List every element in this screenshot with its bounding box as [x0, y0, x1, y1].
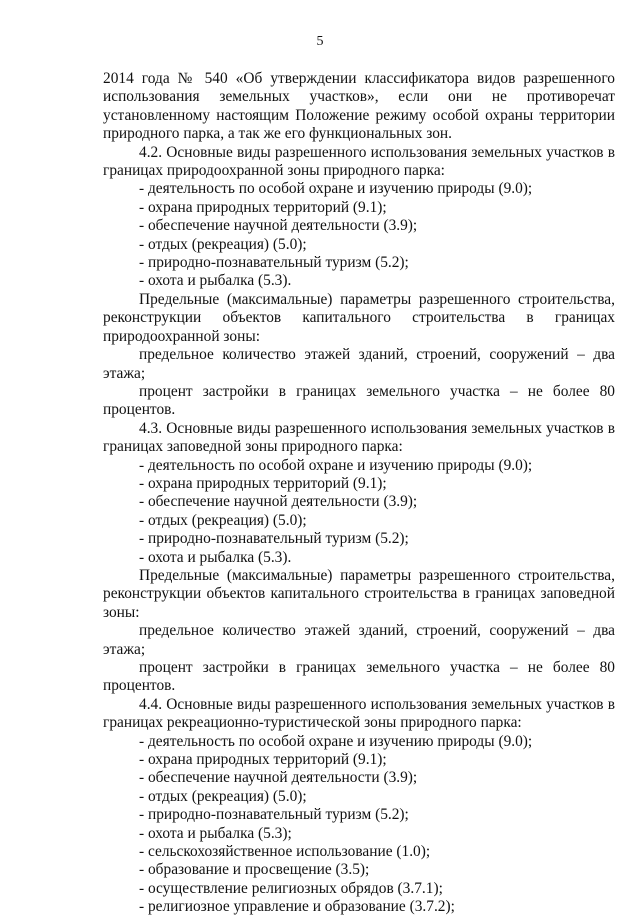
- list-item: - деятельность по особой охране и изучению природы (9.0);: [139, 732, 533, 750]
- list-item: - религиозное управление и образование (3.7.2);: [139, 898, 455, 916]
- list-item: - сельскохозяйственное использование (1.0);: [139, 843, 431, 861]
- document-body: [103, 70, 615, 917]
- param-build-percent: процент застройки в границах земельного участка – не более 80 процентов.: [103, 659, 615, 695]
- list-item: - обеспечение научной деятельности (3.9);: [139, 493, 418, 511]
- list-item: - отдых (рекреация) (5.0);: [139, 235, 307, 253]
- section-4-2-heading: 4.2. Основные виды разрешенного использования земельных участков в границах природоохранной зоны природного парка:: [103, 143, 615, 180]
- list-item: - охрана природных территорий (9.1);: [139, 474, 387, 492]
- list-item: - деятельность по особой охране и изучению природы (9.0);: [139, 456, 533, 474]
- list-item: - охота и рыбалка (5.3).: [139, 272, 292, 290]
- intro-line-1: 2014 года № 540 «Об утверждении классификатора видов разрешенного: [103, 70, 615, 87]
- list-item: - природно-познавательный туризм (5.2);: [139, 254, 409, 272]
- list-item: - охрана природных территорий (9.1);: [139, 198, 387, 216]
- section-4-2-params-heading: Предельные (максимальные) параметры разрешенного строительства, реконструкции объектов капитального строительства в границах природоохранной зоны:: [103, 290, 615, 345]
- param-build-percent: процент застройки в границах земельного участка – не более 80 процентов.: [103, 382, 615, 419]
- list-item: - осуществление религиозных обрядов (3.7.1);: [139, 879, 443, 897]
- list-item: - отдых (рекреация) (5.0);: [139, 787, 307, 805]
- list-item: - обеспечение научной деятельности (3.9);: [139, 769, 418, 787]
- section-4-3-heading: 4.3. Основные виды разрешенного использования земельных участков в границах заповедной зоны природного парка:: [103, 419, 615, 456]
- list-item: - отдых (рекреация) (5.0);: [139, 511, 307, 529]
- page-number: 5: [316, 34, 324, 49]
- list-item: - образование и просвещение (3.5);: [139, 861, 370, 879]
- list-item: - охрана природных территорий (9.1);: [139, 751, 387, 769]
- list-item: - природно-познавательный туризм (5.2);: [139, 806, 409, 824]
- section-4-3-params-heading: Предельные (максимальные) параметры разрешенного строительства, реконструкции объектов капитального строительства в границах заповедной зоны:: [103, 566, 615, 621]
- list-item: - охота и рыбалка (5.3);: [139, 824, 292, 842]
- list-item: - деятельность по особой охране и изучению природы (9.0);: [139, 180, 533, 198]
- param-floors: предельное количество этажей зданий, строений, сооружений – два этажа;: [103, 622, 615, 658]
- list-item: - природно-познавательный туризм (5.2);: [139, 530, 409, 548]
- list-item: - охота и рыбалка (5.3).: [139, 548, 292, 566]
- list-item: - обеспечение научной деятельности (3.9);: [139, 217, 418, 235]
- intro-paragraph: установленному настоящим Положение режиму особой охраны территории природного парка, а так же его функциональных зон.: [103, 106, 615, 143]
- intro-line-2: использования земельных участков», если они не противоречат: [103, 88, 615, 106]
- section-4-4-heading: 4.4. Основные виды разрешенного использования земельных участков в границах рекреационно-туристической зоны природного парка:: [103, 695, 615, 732]
- param-floors: предельное количество этажей зданий, строений, сооружений – два этажа;: [103, 346, 615, 382]
